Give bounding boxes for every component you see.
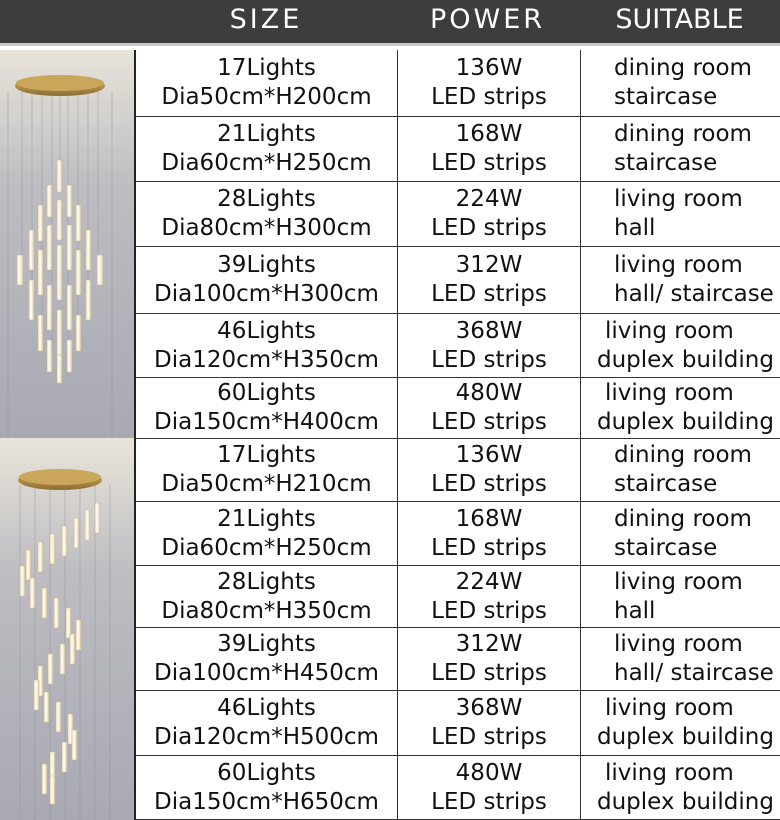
lights-count: 28Lights bbox=[217, 186, 316, 212]
suitable-cell bbox=[581, 117, 780, 181]
lights-count: 39Lights bbox=[217, 631, 316, 657]
size-cell bbox=[136, 50, 398, 116]
table-row bbox=[136, 378, 780, 439]
wattage: 312W bbox=[455, 631, 523, 657]
wattage: 368W bbox=[455, 317, 523, 344]
header-power: POWER bbox=[429, 4, 546, 35]
header-suitable: SUITABLE bbox=[615, 4, 744, 35]
wattage: 136W bbox=[455, 442, 523, 468]
table-row bbox=[136, 502, 780, 566]
light-source: LED strips bbox=[431, 281, 547, 307]
size-cell bbox=[136, 502, 398, 565]
light-source: LED strips bbox=[431, 788, 547, 815]
power-cell bbox=[398, 756, 581, 819]
light-source: LED strips bbox=[431, 84, 547, 110]
lights-count: 21Lights bbox=[217, 505, 316, 532]
dimensions: Dia50cm*H210cm bbox=[161, 471, 372, 497]
wattage: 224W bbox=[455, 186, 523, 212]
dimensions: Dia60cm*H250cm bbox=[161, 534, 372, 561]
room-secondary: duplex building bbox=[597, 788, 774, 815]
lights-count: 21Lights bbox=[217, 121, 316, 147]
suitable-cell bbox=[581, 628, 780, 690]
power-cell bbox=[398, 247, 581, 313]
light-source: LED strips bbox=[431, 471, 547, 497]
power-cell bbox=[398, 566, 581, 627]
wattage: 480W bbox=[455, 759, 523, 786]
room-primary: living room bbox=[605, 695, 734, 721]
room-primary: dining room bbox=[614, 121, 752, 147]
chandelier-diamond-photo bbox=[0, 50, 134, 438]
table-row bbox=[136, 117, 780, 182]
spec-table bbox=[134, 50, 780, 820]
size-cell bbox=[136, 628, 398, 690]
lights-count: 39Lights bbox=[217, 252, 316, 278]
room-primary: dining room bbox=[614, 55, 752, 81]
dimensions: Dia100cm*H450cm bbox=[154, 660, 379, 686]
power-cell bbox=[398, 378, 581, 438]
wattage: 168W bbox=[455, 505, 523, 532]
room-secondary: staircase bbox=[614, 534, 718, 561]
room-secondary: duplex building bbox=[597, 346, 774, 373]
suitable-cell bbox=[581, 378, 780, 438]
lights-count: 60Lights bbox=[217, 380, 316, 406]
chandelier-spiral-photo bbox=[0, 438, 134, 820]
wattage: 168W bbox=[455, 121, 523, 147]
room-secondary: staircase bbox=[614, 84, 718, 110]
room-secondary: duplex building bbox=[597, 409, 774, 435]
power-cell bbox=[398, 439, 581, 501]
chandelier-spiral-icon bbox=[0, 438, 134, 820]
size-cell bbox=[136, 691, 398, 755]
room-primary: living room bbox=[614, 568, 743, 595]
table-row bbox=[136, 756, 780, 820]
table-row bbox=[136, 247, 780, 314]
table-row bbox=[136, 314, 780, 378]
suitable-cell bbox=[581, 314, 780, 377]
wattage: 480W bbox=[455, 380, 523, 406]
power-cell bbox=[398, 502, 581, 565]
suitable-cell bbox=[581, 182, 780, 246]
wattage: 312W bbox=[455, 252, 523, 278]
size-cell bbox=[136, 182, 398, 246]
table-row bbox=[136, 628, 780, 691]
table-row bbox=[136, 439, 780, 502]
size-cell bbox=[136, 314, 398, 377]
room-secondary: staircase bbox=[614, 471, 718, 497]
room-primary: living room bbox=[605, 317, 734, 344]
dimensions: Dia120cm*H350cm bbox=[154, 346, 379, 373]
dimensions: Dia120cm*H500cm bbox=[154, 724, 379, 750]
lights-count: 46Lights bbox=[217, 695, 316, 721]
light-source: LED strips bbox=[431, 660, 547, 686]
room-secondary: hall bbox=[614, 597, 656, 624]
size-cell bbox=[136, 756, 398, 819]
dimensions: Dia80cm*H350cm bbox=[161, 597, 372, 624]
suitable-cell bbox=[581, 50, 780, 116]
power-cell bbox=[398, 50, 581, 116]
dimensions: Dia50cm*H200cm bbox=[161, 84, 372, 110]
room-primary: living room bbox=[605, 759, 734, 786]
room-primary: living room bbox=[614, 631, 743, 657]
light-source: LED strips bbox=[431, 409, 547, 435]
room-secondary: hall/ staircase bbox=[614, 281, 774, 307]
dimensions: Dia100cm*H300cm bbox=[154, 281, 379, 307]
suitable-cell bbox=[581, 566, 780, 627]
table-row bbox=[136, 50, 780, 117]
dimensions: Dia60cm*H250cm bbox=[161, 150, 372, 176]
power-cell bbox=[398, 314, 581, 377]
room-primary: living room bbox=[614, 252, 743, 278]
suitable-cell bbox=[581, 691, 780, 755]
room-secondary: staircase bbox=[614, 150, 718, 176]
table-row bbox=[136, 182, 780, 247]
room-secondary: duplex building bbox=[597, 724, 774, 750]
lights-count: 17Lights bbox=[217, 442, 316, 468]
power-cell bbox=[398, 117, 581, 181]
suitable-cell bbox=[581, 247, 780, 313]
size-cell bbox=[136, 247, 398, 313]
wattage: 224W bbox=[455, 568, 523, 595]
size-cell bbox=[136, 566, 398, 627]
dimensions: Dia150cm*H650cm bbox=[154, 788, 379, 815]
lights-count: 46Lights bbox=[217, 317, 316, 344]
table-header bbox=[0, 0, 780, 46]
light-source: LED strips bbox=[431, 215, 547, 241]
dimensions: Dia150cm*H400cm bbox=[154, 409, 379, 435]
size-cell bbox=[136, 439, 398, 501]
light-source: LED strips bbox=[431, 597, 547, 624]
light-source: LED strips bbox=[431, 534, 547, 561]
size-cell bbox=[136, 378, 398, 438]
power-cell bbox=[398, 628, 581, 690]
suitable-cell bbox=[581, 502, 780, 565]
room-primary: dining room bbox=[614, 442, 752, 468]
dimensions: Dia80cm*H300cm bbox=[161, 215, 372, 241]
suitable-cell bbox=[581, 756, 780, 819]
power-cell bbox=[398, 691, 581, 755]
room-primary: living room bbox=[614, 186, 743, 212]
room-secondary: hall/ staircase bbox=[614, 660, 774, 686]
header-size: SIZE bbox=[229, 4, 303, 35]
table-row bbox=[136, 566, 780, 628]
room-secondary: hall bbox=[614, 215, 656, 241]
lights-count: 17Lights bbox=[217, 55, 316, 81]
size-cell bbox=[136, 117, 398, 181]
chandelier-diamond-icon bbox=[0, 50, 134, 438]
light-source: LED strips bbox=[431, 150, 547, 176]
power-cell bbox=[398, 182, 581, 246]
wattage: 136W bbox=[455, 55, 523, 81]
room-primary: living room bbox=[605, 380, 734, 406]
light-source: LED strips bbox=[431, 346, 547, 373]
room-primary: dining room bbox=[614, 505, 752, 532]
lights-count: 60Lights bbox=[217, 759, 316, 786]
table-row bbox=[136, 691, 780, 756]
wattage: 368W bbox=[455, 695, 523, 721]
suitable-cell bbox=[581, 439, 780, 501]
lights-count: 28Lights bbox=[217, 568, 316, 595]
light-source: LED strips bbox=[431, 724, 547, 750]
